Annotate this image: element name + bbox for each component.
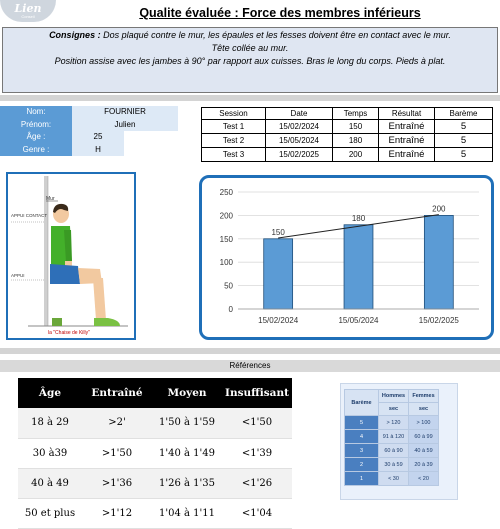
divider (0, 95, 500, 101)
y-tick-label: 0 (228, 305, 233, 314)
x-tick-label: 15/02/2024 (258, 316, 299, 325)
date-cell: 15/05/2024 (266, 134, 333, 148)
insufficient-cell: <1'04 (222, 498, 292, 528)
logo-subtext: Conseil (21, 13, 35, 19)
women-cell: 40 à 59 (409, 444, 439, 458)
average-cell: 1'50 à 1'59 (152, 408, 222, 438)
time-cell: 150 (333, 120, 379, 134)
session-cell: Test 2 (202, 134, 266, 148)
instructions-line-1: Dos plaqué contre le mur, les épaules et les fesses doivent être en contact avec le mur. (100, 30, 451, 40)
average-cell: 1'26 à 1'35 (152, 468, 222, 498)
trained-cell: >2' (82, 408, 152, 438)
identity-value: H (72, 144, 124, 157)
references-header: Entraîné (82, 378, 152, 408)
shorts (50, 264, 80, 284)
score-cell: 5 (435, 134, 493, 148)
time-cell: 200 (333, 148, 379, 162)
table-row (18, 438, 292, 468)
men-cell: < 30 (379, 472, 409, 486)
table-row (202, 148, 493, 162)
sessions-header: Temps (333, 108, 379, 120)
page-title: Qualite évaluée : Force des membres inférieurs (139, 6, 421, 20)
session-cell: Test 1 (202, 120, 266, 134)
references-table (18, 378, 292, 529)
y-tick-label: 200 (219, 211, 233, 221)
bar (264, 239, 293, 309)
identity-key: Prénom: (0, 119, 72, 132)
exercise-illustration (6, 172, 136, 340)
references-title: Références (0, 360, 500, 372)
result-cell: Entraîné (379, 148, 435, 162)
sessions-header: Barème (435, 108, 493, 120)
table-row (18, 468, 292, 498)
age-cell: 40 à 49 (18, 468, 82, 498)
wall-sit-figure (8, 174, 134, 338)
identity-row (0, 106, 178, 119)
men-cell: 91 à 120 (379, 430, 409, 444)
chart-container (199, 175, 494, 340)
sessions-table (201, 107, 493, 162)
score-cell: 2 (345, 458, 379, 472)
references-header: Insuffisant (222, 378, 292, 408)
references-header: Âge (18, 378, 82, 408)
y-tick-label: 100 (219, 258, 233, 268)
scoring-header: Hommes (379, 390, 409, 403)
date-cell: 15/02/2025 (266, 148, 333, 162)
scoring-table (344, 389, 439, 486)
age-cell: 50 et plus (18, 498, 82, 528)
identity-value: FOURNIER (72, 106, 178, 119)
women-cell: < 20 (409, 472, 439, 486)
identity-table (0, 106, 178, 156)
identity-value: 25 (72, 131, 124, 144)
age-cell: 30 à39 (18, 438, 82, 468)
table-row (18, 408, 292, 438)
women-cell: 20 à 39 (409, 458, 439, 472)
identity-row (0, 144, 178, 157)
sessions-header: Résultat (379, 108, 435, 120)
men-cell: 60 à 90 (379, 444, 409, 458)
logo-text: Lien (14, 1, 42, 15)
result-cell: Entraîné (379, 120, 435, 134)
sessions-header: Session (202, 108, 266, 120)
instructions-line-3: Position assise avec les jambes à 90° par rapport aux cuisses. Bras le long du corps. Pieds à plat. (54, 56, 446, 66)
logo (0, 0, 56, 22)
bar (424, 215, 453, 309)
shoe (94, 318, 120, 326)
table-row (345, 444, 439, 458)
divider (0, 348, 500, 354)
instructions-box (2, 27, 498, 93)
trained-cell: >1'50 (82, 438, 152, 468)
men-cell: 30 à 59 (379, 458, 409, 472)
bar (344, 225, 373, 309)
x-tick-label: 15/05/2024 (338, 316, 379, 325)
table-row (18, 498, 292, 528)
scoring-unit: sec (409, 403, 439, 416)
scoring-header: Femmes (409, 390, 439, 403)
score-cell: 5 (345, 416, 379, 430)
references-header: Moyen (152, 378, 222, 408)
data-label: 180 (351, 213, 366, 223)
women-cell: 60 à 99 (409, 430, 439, 444)
date-cell: 15/02/2024 (266, 120, 333, 134)
sessions-header: Date (266, 108, 333, 120)
score-cell: 5 (435, 120, 493, 134)
score-cell: 4 (345, 430, 379, 444)
trained-cell: >1'36 (82, 468, 152, 498)
identity-row (0, 131, 178, 144)
table-row (202, 120, 493, 134)
identity-key: Nom: (0, 106, 72, 119)
time-cell: 180 (333, 134, 379, 148)
appui-label: APPUI (11, 273, 25, 278)
appui-contact-label: APPUI CONTACT (11, 213, 48, 218)
wall-label: Mur (46, 196, 55, 202)
table-row (345, 416, 439, 430)
result-cell: Entraîné (379, 134, 435, 148)
data-label: 200 (432, 204, 446, 214)
score-cell: 3 (345, 444, 379, 458)
insufficient-cell: <1'50 (222, 408, 292, 438)
x-tick-label: 15/02/2025 (418, 316, 459, 325)
instructions-label: Consignes : (49, 30, 101, 40)
session-cell: Test 3 (202, 148, 266, 162)
scoring-unit: sec (379, 403, 409, 416)
identity-row (0, 119, 178, 132)
scoring-grid (340, 383, 458, 500)
women-cell: > 100 (409, 416, 439, 430)
table-row (345, 472, 439, 486)
age-cell: 18 à 29 (18, 408, 82, 438)
identity-key: Genre : (0, 144, 72, 157)
instructions-line-2: Tête collée au mur. (211, 43, 289, 53)
table-row (345, 430, 439, 444)
results-chart (202, 178, 491, 337)
data-label: 150 (271, 227, 285, 237)
men-cell: > 120 (379, 416, 409, 430)
identity-key: Âge : (0, 131, 72, 144)
score-cell: 5 (435, 148, 493, 162)
insufficient-cell: <1'39 (222, 438, 292, 468)
score-cell: 1 (345, 472, 379, 486)
insufficient-cell: <1'26 (222, 468, 292, 498)
average-cell: 1'04 à 1'11 (152, 498, 222, 528)
table-row (202, 134, 493, 148)
trained-cell: >1'12 (82, 498, 152, 528)
table-row (345, 458, 439, 472)
y-tick-label: 150 (219, 234, 233, 244)
y-tick-label: 50 (224, 281, 233, 291)
scoring-header: Barème (345, 390, 379, 416)
figure-caption: la "Chaise de Killy" (48, 330, 90, 336)
identity-value: Julien (72, 119, 178, 132)
average-cell: 1'40 à 1'49 (152, 438, 222, 468)
y-tick-label: 250 (219, 188, 233, 197)
